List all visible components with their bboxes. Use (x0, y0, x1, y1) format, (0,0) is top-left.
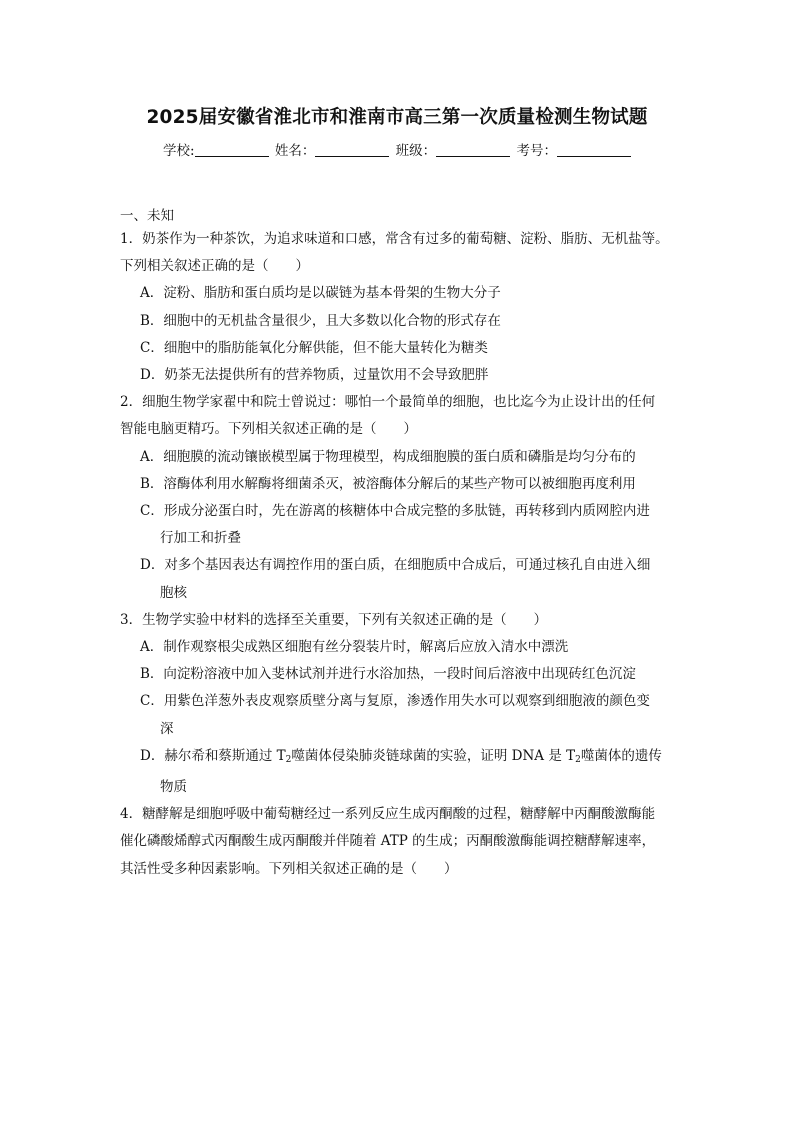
question-1-stem-line1: 1．奶茶作为一种茶饮，为追求味道和口感，常含有过多的葡萄糖、淀粉、脂肪、无机盐等。 (120, 231, 669, 247)
question-2-stem-line2: 智能电脑更精巧。下列相关叙述正确的是（ ） (120, 421, 417, 438)
question-2-option-c (120, 498, 680, 552)
d-subscript-1: 2 (285, 754, 292, 765)
name-label: 姓名： (274, 143, 316, 159)
question-2-option-d (120, 552, 680, 606)
question-2-stem-line1: 2．细胞生物学家翟中和院士曾说过：哪怕一个最简单的细胞，也比迄今为止设计出的任何 (120, 394, 656, 411)
question-1-option-a: A．淀粉、脂肪和蛋白质均是以碳链为基本骨架的生物大分子 (140, 285, 501, 302)
question-3-option-d-line1 (140, 748, 662, 764)
question-1-option-d: D．奶茶无法提供所有的营养物质，过量饮用不会导致肥胖 (140, 367, 489, 384)
question-3-stem-line1: 3．生物学实验中材料的选择至关重要，下列有关叙述正确的是（ ） (120, 611, 548, 628)
question-3-option-a: A．制作观察根尖成熟区细胞有丝分裂装片时，解离后应放入清水中漂洗 (140, 639, 569, 656)
d-text-b: 噬菌体侵染肺炎链球菌的实验，证明 DNA 是 T (291, 747, 576, 764)
question-2-option-a: A．细胞膜的流动镶嵌模型属于物理模型，构成细胞膜的蛋白质和磷脂是均匀分布的 (140, 448, 636, 465)
school-blank[interactable] (195, 144, 269, 157)
d-text-a: D．赫尔希和蔡斯通过 T (140, 747, 286, 764)
questions (120, 226, 680, 883)
question-3-option-c (120, 688, 680, 742)
question-3 (120, 607, 680, 801)
class-blank[interactable] (436, 144, 510, 157)
question-4-stem-line1: 4．糖酵解是细胞呼吸中葡萄糖经过一系列反应生成丙酮酸的过程，糖酵解中丙酮酸激酶能 (120, 806, 656, 823)
student-info-line (163, 139, 683, 159)
question-1 (120, 226, 680, 389)
question-2-option-d-line1: D．对多个基因表达有调控作用的蛋白质，在细胞质中合成后，可通过核孔自由进入细 (140, 557, 651, 574)
question-3-option-d-line2: 物质 (160, 779, 187, 796)
question-3-option-c-line2: 深 (160, 720, 174, 737)
name-blank[interactable] (315, 144, 389, 157)
question-4 (120, 801, 680, 883)
question-1-option-b: B．细胞中的无机盐含量很少，且大多数以化合物的形式存在 (140, 312, 501, 329)
question-2-option-c-line2: 行加工和折叠 (160, 530, 241, 547)
question-1-option-c: C．细胞中的脂肪能氧化分解供能，但不能大量转化为糖类 (140, 339, 488, 356)
d-subscript-2: 2 (575, 754, 581, 765)
question-2-option-d-line2: 胞核 (160, 584, 187, 601)
school-label: 学校: (163, 143, 195, 159)
question-3-option-d (120, 743, 680, 801)
question-3-option-c-line1: C．用紫色洋葱外表皮观察质壁分离与复原，渗透作用失水可以观察到细胞液的颜色变 (140, 693, 650, 710)
question-2 (120, 389, 680, 607)
question-4-stem-line2: 催化磷酸烯醇式丙酮酸生成丙酮酸并伴随着 ATP 的生成；丙酮酸激酶能调控糖酵解速率， (120, 833, 656, 850)
id-blank[interactable] (557, 144, 631, 157)
question-4-stem-line3: 其活性受多种因素影响。下列相关叙述正确的是（ ） (120, 860, 458, 877)
question-1-stem-line2: 下列相关叙述正确的是（ ） (120, 258, 309, 275)
id-label: 考号： (516, 143, 557, 159)
section-heading: 一、未知 (120, 208, 174, 224)
question-2-option-b: B．溶酶体利用水解酶将细菌杀灭，被溶酶体分解后的某些产物可以被细胞再度利用 (140, 475, 636, 492)
question-3-option-b: B．向淀粉溶液中加入斐林试剂并进行水浴加热，一段时间后溶液中出现砖红色沉淀 (140, 666, 636, 683)
question-2-option-c-line1: C．形成分泌蛋白时，先在游离的核糖体中合成完整的多肽链，再转移到内质网腔内进 (140, 503, 650, 520)
d-text-c: 噬菌体的遗传 (580, 747, 662, 764)
class-label: 班级： (395, 143, 437, 159)
exam-title: 2025届安徽省淮北市和淮南市高三第一次质量检测生物试题 (146, 107, 648, 128)
